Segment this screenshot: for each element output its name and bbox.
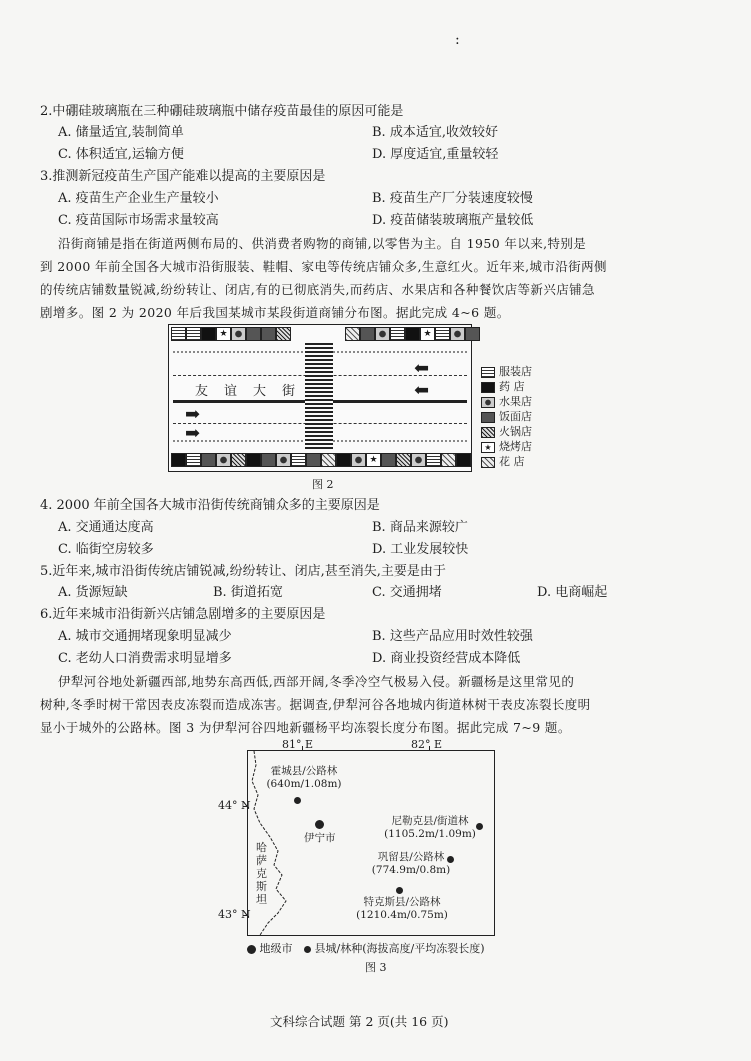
shop-cell — [450, 327, 465, 341]
site-value: (774.9m/0.8m) — [371, 864, 451, 876]
county-marker — [476, 823, 483, 830]
site-name: 尼勒克县/街道林 — [391, 815, 469, 827]
shop-cell: ★ — [366, 453, 381, 467]
question-2-stem: 2.中硼硅玻璃瓶在三种硼硅玻璃瓶中储存疫苗最佳的原因可能是 — [40, 104, 404, 119]
legend-swatch — [481, 427, 495, 438]
legend-label: 花 店 — [499, 455, 525, 468]
question-6-option-c[interactable]: C. 老幼人口消费需求明显增多 — [58, 651, 232, 666]
latitude-label-43: 43° N — [218, 908, 251, 921]
shop-cell — [201, 453, 216, 467]
question-5-option-c[interactable]: C. 交通拥堵 — [372, 585, 442, 600]
figure-2-caption: 图 2 — [312, 478, 334, 491]
country-char: 哈 — [256, 841, 267, 854]
site-value: (1105.2m/1.09m) — [384, 828, 476, 840]
country-name-kazakhstan — [256, 841, 268, 906]
legend-city-label: 地级市 — [259, 942, 293, 955]
site-value: (640m/1.08m) — [266, 778, 342, 790]
question-4-option-b[interactable]: B. 商品来源较广 — [372, 520, 468, 535]
question-6-option-a[interactable]: A. 城市交通拥堵现象明显减少 — [58, 629, 232, 644]
shop-cell — [351, 453, 366, 467]
shop-cell — [360, 327, 375, 341]
question-3-option-b[interactable]: B. 疫苗生产厂分装速度较慢 — [372, 191, 533, 206]
shop-cell — [456, 453, 471, 467]
question-5-option-b[interactable]: B. 街道拓宽 — [213, 585, 283, 600]
shop-cell — [276, 453, 291, 467]
question-3-stem: 3.推测新冠疫苗生产国产能难以提高的主要原因是 — [40, 169, 326, 184]
question-2-option-c[interactable]: C. 体积适宜,运输方便 — [58, 147, 184, 162]
question-2-option-a[interactable]: A. 储量适宜,装制简单 — [58, 125, 184, 140]
shop-cell — [306, 453, 321, 467]
shop-cell: ★ — [216, 327, 231, 341]
shop-cell — [276, 327, 291, 341]
question-4-option-a[interactable]: A. 交通通达度高 — [58, 520, 154, 535]
legend-item — [481, 441, 532, 453]
passage-1-line-3: 的传统店铺数量锐减,纷纷转让、闭店,有的已彻底消失,而药店、水果店和各种餐饮店等新兴店铺急 — [40, 282, 595, 297]
county-marker — [294, 797, 301, 804]
figure-3-map — [247, 750, 495, 936]
shop-cell — [345, 327, 360, 341]
question-6-option-d[interactable]: D. 商业投资经营成本降低 — [372, 651, 521, 666]
question-3-option-c[interactable]: C. 疫苗国际市场需求量较高 — [58, 213, 219, 228]
page-footer: 文科综合试题 第 2 页(共 16 页) — [270, 1014, 449, 1029]
legend-swatch — [481, 367, 495, 378]
legend-swatch — [481, 397, 495, 408]
street-name-char: 大 — [253, 384, 283, 399]
legend-swatch — [481, 382, 495, 393]
top-shop-row — [169, 327, 471, 341]
county-legend-marker — [304, 946, 311, 953]
country-char: 克 — [256, 867, 267, 880]
county-marker — [447, 856, 454, 863]
legend-item — [481, 396, 532, 408]
site-name: 巩留县/公路林 — [377, 851, 445, 863]
shop-cell — [375, 327, 390, 341]
site-label-nileke — [380, 815, 480, 841]
legend-item — [481, 426, 532, 438]
arrow-right-icon: ➡ — [185, 423, 201, 444]
country-char: 萨 — [256, 854, 267, 867]
question-6-option-b[interactable]: B. 这些产品应用时效性较强 — [372, 629, 533, 644]
legend-label: 服装店 — [499, 365, 532, 378]
shop-cell — [261, 327, 276, 341]
shop-cell — [321, 453, 336, 467]
shop-cell — [186, 453, 201, 467]
longitude-label-81: 81° E — [282, 738, 314, 751]
longitude-label-82: 82° E — [411, 738, 443, 751]
passage-2-line-2: 树种,冬季时树干常因表皮冻裂而造成冻害。据调查,伊犁河谷各地城内街道林树干表皮冻裂长度明 — [40, 697, 591, 712]
shop-cell — [186, 327, 201, 341]
shop-cell: ★ — [420, 327, 435, 341]
shop-cell — [381, 453, 396, 467]
question-4-option-d[interactable]: D. 工业发展较快 — [372, 542, 469, 557]
shop-cell — [246, 327, 261, 341]
shop-cell — [216, 453, 231, 467]
arrow-right-icon: ➡ — [185, 404, 201, 425]
passage-2-line-3: 显小于城外的公路林。图 3 为伊犁河谷四地新疆杨平均冻裂长度分布图。据此完成 7~9 题。 — [40, 720, 571, 735]
street-name — [195, 380, 311, 399]
shop-cell — [435, 327, 450, 341]
shop-cell — [336, 453, 351, 467]
shop-cell — [405, 327, 420, 341]
figure-2-street-map — [168, 324, 472, 472]
legend-label: 药 店 — [499, 380, 525, 393]
arrow-left-icon: ⬅ — [414, 358, 430, 379]
figure-3-legend — [247, 940, 485, 956]
question-3-option-d[interactable]: D. 疫苗储装玻璃瓶产量较低 — [372, 213, 534, 228]
street-name-char: 友 — [195, 384, 225, 399]
legend-item — [481, 366, 532, 378]
passage-1-line-1: 沿街商铺是指在街道两侧布局的、供消费者购物的商铺,以零售为主。自 1950 年以来,特别是 — [58, 236, 587, 251]
shop-cell — [396, 453, 411, 467]
site-name: 霍城县/公路林 — [270, 765, 338, 777]
county-marker — [396, 887, 403, 894]
shop-cell — [390, 327, 405, 341]
question-5-option-d[interactable]: D. 电商崛起 — [537, 585, 608, 600]
shop-cell — [441, 453, 456, 467]
site-label-tekesi — [352, 896, 452, 922]
figure-3-caption: 图 3 — [365, 961, 387, 974]
question-3-option-a[interactable]: A. 疫苗生产企业生产量较小 — [58, 191, 219, 206]
shop-cell — [231, 327, 246, 341]
passage-1-line-2: 到 2000 年前全国各大城市沿街服装、鞋帽、家电等传统店铺众多,生意红火。近年来,城市沿街两侧 — [40, 259, 607, 274]
site-label-huocheng — [254, 765, 354, 791]
country-char: 斯 — [256, 880, 267, 893]
question-2-option-b[interactable]: B. 成本适宜,收效较好 — [372, 125, 498, 140]
bottom-shop-row — [169, 453, 471, 467]
question-5-option-a[interactable]: A. 货源短缺 — [58, 585, 128, 600]
legend-label: 烧烤店 — [499, 440, 532, 453]
shop-cell — [231, 453, 246, 467]
legend-county-label: 县城/林种(海拔高度/平均冻裂长度) — [314, 942, 485, 955]
tick-82e — [429, 746, 430, 751]
question-4-stem: 4. 2000 年前全国各大城市沿街传统商铺众多的主要原因是 — [40, 498, 380, 513]
legend-label: 饭面店 — [499, 410, 532, 423]
shop-cell — [201, 327, 216, 341]
legend-label: 水果店 — [499, 395, 532, 408]
site-label-gongliu — [361, 851, 461, 877]
legend-item — [481, 411, 532, 423]
city-label-yining: 伊宁市 — [304, 832, 336, 844]
top-mark: : — [455, 32, 460, 48]
question-2-option-d[interactable]: D. 厚度适宜,重量较轻 — [372, 147, 499, 162]
shop-cell — [171, 453, 186, 467]
legend-item — [481, 381, 525, 393]
shop-cell — [291, 453, 306, 467]
legend-label: 火锅店 — [499, 425, 532, 438]
shop-cell — [261, 453, 276, 467]
street-name-char: 谊 — [224, 384, 254, 399]
question-6-stem: 6.近年来城市沿街新兴店铺急剧增多的主要原因是 — [40, 607, 326, 622]
shop-cell — [171, 327, 186, 341]
shop-cell — [246, 453, 261, 467]
latitude-label-44: 44° N — [218, 799, 251, 812]
shop-cell — [426, 453, 441, 467]
site-name: 特克斯县/公路林 — [363, 896, 441, 908]
legend-swatch — [481, 457, 495, 468]
site-value: (1210.4m/0.75m) — [356, 909, 448, 921]
question-4-option-c[interactable]: C. 临街空房较多 — [58, 542, 154, 557]
city-marker — [315, 820, 324, 829]
question-5-stem: 5.近年来,城市沿街传统店铺锐减,纷纷转让、闭店,甚至消失,主要是由于 — [40, 564, 446, 579]
street-name-char: 街 — [282, 384, 312, 399]
shop-cell — [411, 453, 426, 467]
legend-swatch — [481, 412, 495, 423]
legend-item — [481, 456, 525, 468]
legend-swatch: ★ — [481, 442, 495, 453]
passage-1-line-4: 剧增多。图 2 为 2020 年后我国某城市某段街道商铺分布图。据此完成 4~6 题。 — [40, 305, 510, 320]
shop-cell — [465, 327, 480, 341]
country-char: 坦 — [256, 893, 267, 906]
passage-2-line-1: 伊犁河谷地处新疆西部,地势东高西低,西部开阔,冬季冷空气极易入侵。新疆杨是这里常见的 — [58, 674, 575, 689]
city-legend-marker — [247, 945, 256, 954]
arrow-left-icon: ⬅ — [414, 380, 430, 401]
